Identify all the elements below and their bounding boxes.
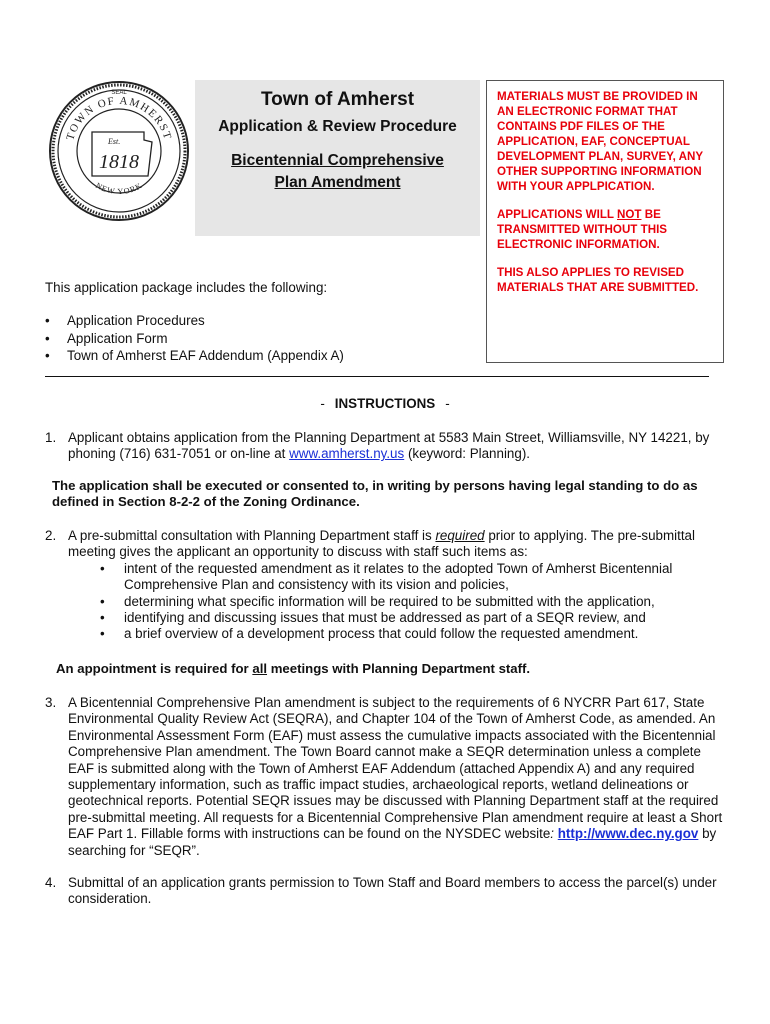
instruction-item-2: 2. A pre-submittal consultation with Planning Department staff is required prior to applying. The pre-submittal meeting gives the applicant an opportunity to discuss with staff such items as: • intent of the requested amendment as it relates to the adopted Town of Amherst Bicentennial Comprehensive Plan and consistency with its vision and policies, • determining what specific information will be required to be submitted with the application, • identifying and discussing issues that must be addressed as part of a SEQR review, and • a brief overview of a development process that could follow the requested amendment. xyxy=(45,528,725,643)
instruction-item-4: 4. Submittal of an application grants permission to Town Staff and Board members to access the parcel(s) under consideration. xyxy=(45,875,717,907)
seal-ring-text: TOWN OF AMHERST xyxy=(64,94,174,142)
package-list xyxy=(45,312,344,365)
nysdec-website-link[interactable]: http://www.dec.ny.gov xyxy=(557,826,699,842)
electronic-format-notice xyxy=(486,80,724,363)
list-item: • intent of the requested amendment as it relates to the adopted Town of Amherst Bicentennial Comprehensive Plan and consistency with its vision and policies, xyxy=(100,560,673,593)
notice-revised: THIS ALSO APPLIES TO REVISED MATERIALS THAT ARE SUBMITTED. xyxy=(497,266,699,294)
section-divider xyxy=(45,376,709,377)
title-box xyxy=(195,80,480,236)
instruction-item-3: 3. A Bicentennial Comprehensive Plan amendment is subject to the requirements of 6 NYCRR Part 617, State Environmental Quality Review Act (SEQRA), and Chapter 104 of the Town of Amherst Code, as amended. An Environmental Assessment Form (EAF) must assess the cumulative impacts associated with the Bicentennial Comprehensive Plan amendment. The Town Board cannot make a SEQR determination unless a complete EAF is submitted along with the Town of Amherst EAF Addendum (attached Appendix A) and any required supplementary information, such as traffic impact studies, archaeological reports, wetland delineations or geotechnical reports. Potential SEQR issues may be discussed with Planning Department staff at the required pre-submittal meeting. All requests for a Bicentennial Comprehensive Plan amendment require at least a Short EAF Part 1. Fillable forms with instructions can be found on the NYSDEC website: http://www.dec.ny.gov by searching for “SEQR”. xyxy=(45,695,723,858)
seal-top-label: SEAL xyxy=(111,90,127,96)
seal-est-label: Est. xyxy=(108,137,121,146)
list-item: • Application Procedures xyxy=(45,313,205,328)
list-item: • Town of Amherst EAF Addendum (Appendix A) xyxy=(45,348,344,363)
instructions-heading: - INSTRUCTIONS - xyxy=(320,396,450,411)
list-item: • Application Form xyxy=(45,330,168,346)
list-item: • a brief overview of a development process that could follow the requested amendment. xyxy=(100,626,639,642)
notice-transmitted: APPLICATIONS WILL NOT BE TRANSMITTED WITHOUT THIS ELECTRONIC INFORMATION. xyxy=(497,208,668,251)
list-item: • identifying and discussing issues that must be addressed as part of a SEQR review, and xyxy=(100,610,646,626)
seal-year: 1818 xyxy=(99,151,139,173)
plan-title-line1: Bicentennial Comprehensive xyxy=(231,152,444,169)
plan-title xyxy=(195,150,480,194)
package-intro: This application package includes the following: xyxy=(45,280,328,295)
amherst-website-link[interactable]: www.amherst.ny.us xyxy=(289,446,405,462)
seal-bottom-text: NEW YORK xyxy=(94,180,144,197)
legal-standing-note: The application shall be executed or consented to, in writing by persons having legal standing to do as defined in Section 8-2-2 of the Zoning Ordinance. xyxy=(52,478,698,510)
page-subtitle: Application & Review Procedure xyxy=(218,118,457,135)
plan-title-line2: Plan Amendment xyxy=(274,174,401,191)
list-item: • determining what specific information will be required to be submitted with the application, xyxy=(100,593,655,609)
presubmittal-topics xyxy=(45,561,725,643)
instruction-item-1: 1. Applicant obtains application from the Planning Department at 5583 Main Street, Williamsville, NY 14221, by phoning (716) 631-7051 or on-line at www.amherst.ny.us (keyword: Planning). xyxy=(45,430,710,462)
page-title: Town of Amherst xyxy=(260,89,415,110)
town-seal xyxy=(48,80,190,222)
notice-materials: MATERIALS MUST BE PROVIDED IN AN ELECTRONIC FORMAT THAT CONTAINS PDF FILES OF THE APPLICATION, EAF, CONCEPTUAL DEVELOPMENT PLAN, SURVEY, ANY OTHER SUPPORTING INFORMATION WITH YOUR APPLPICATION. xyxy=(497,90,703,193)
appointment-note: An appointment is required for all meetings with Planning Department staff. xyxy=(56,661,531,676)
